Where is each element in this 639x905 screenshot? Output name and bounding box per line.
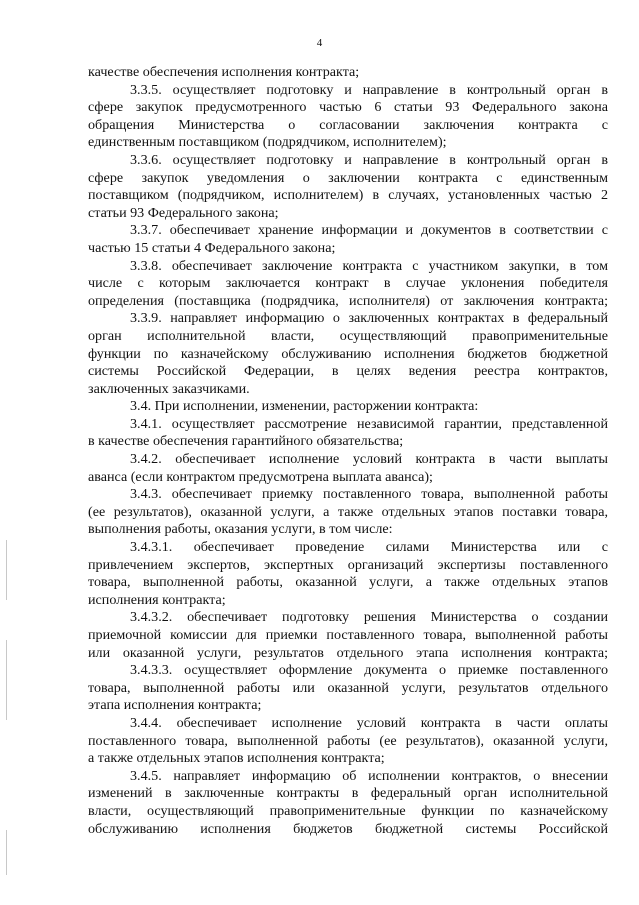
text-line: орган исполнительной власти, осуществляющий правоприменительные (88, 327, 608, 344)
text-line: выполнения работы, оказания услуги, в том числе: (88, 521, 393, 538)
text-line: поставленного товара, выполненной работы (ее результатов), оказанной услуги, (88, 732, 608, 749)
text-line: товара, выполненной работы или оказанной услуги, результатов отдельного (88, 679, 608, 696)
text-line: власти, осуществляющий правоприменительные функции по казначейскому (88, 802, 608, 819)
text-line: или оказанной услуги, результатов отдельного этапа исполнения контракта; (88, 644, 608, 661)
text-line: определения (поставщика (подрядчика, исполнителя) от заключения контракта; (88, 292, 608, 309)
text-line: (ее результатов), оказанной услуги, а также отдельных этапов поставки товара, (88, 503, 608, 520)
text-line: 3.3.9. направляет информацию о заключенных контрактах в федеральный (130, 310, 608, 327)
margin-scan-mark (6, 640, 7, 720)
text-line: 3.4.5. направляет информацию об исполнении контрактов, о внесении (130, 767, 608, 784)
text-line: а также отдельных этапов исполнения контракта; (88, 750, 385, 767)
text-line: 3.4.3. обеспечивает приемку поставленного товара, выполненной работы (130, 486, 608, 503)
text-line: системы Российской Федерации, в целях ведения реестра контрактов, (88, 363, 608, 380)
text-line: 3.4.3.2. обеспечивает подготовку решения Министерства о создании (130, 609, 608, 626)
text-line: товара, выполненной работы, оказанной услуги, а также отдельных этапов (88, 574, 608, 591)
text-line: приемочной комиссии для приемки поставленного товара, выполненной работы (88, 627, 608, 643)
text-line: 3.3.8. обеспечивает заключение контракта с участником закупки, в том (130, 257, 608, 274)
text-line: этапа исполнения контракта; (88, 697, 262, 714)
text-line: обслуживанию исполнения бюджетов бюджетной системы Российской (88, 820, 608, 837)
text-line: 3.4.1. осуществляет рассмотрение независимой гарантии, представленной (130, 415, 608, 432)
text-line: привлечением экспертов, экспертных организаций экспертизы поставленного (88, 556, 608, 573)
text-line: аванса (если контрактом предусмотрена выплата аванса); (88, 468, 433, 485)
text-line: 3.3.5. осуществляет подготовку и направление в контрольный орган в (130, 81, 608, 98)
text-line: в качестве обеспечения гарантийного обязательства; (88, 433, 404, 450)
text-line: изменений в заключенные контракты в федеральный орган исполнительной (88, 785, 608, 802)
margin-scan-mark (6, 830, 7, 875)
text-line: заключенных заказчиками. (88, 380, 250, 397)
page-number: 4 (316, 37, 323, 49)
text-line: 3.4.4. обеспечивает исполнение условий контракта в части оплаты (130, 714, 608, 731)
text-line: сфере закупок предусмотренного частью 6 статьи 93 Федерального закона (88, 99, 608, 116)
text-line: 3.3.6. осуществляет подготовку и направление в контрольный орган в (130, 151, 608, 168)
text-line: числе с которым заключается контракт в случае уклонения победителя (88, 275, 608, 292)
text-line: поставщиком (подрядчиком, исполнителем) в случаях, установленных частью 2 (88, 187, 608, 204)
text-line: статьи 93 Федерального закона; (88, 204, 279, 221)
text-line: сфере закупок уведомления о заключении контракта с единственным (88, 169, 608, 186)
text-line: 3.4. При исполнении, изменении, расторжении контракта: (130, 398, 479, 415)
text-line: 3.4.3.1. обеспечивает проведение силами Министерства или с (130, 539, 608, 556)
margin-scan-mark (6, 540, 7, 600)
text-line: функции по казначейскому обслуживанию исполнения бюджетов бюджетной (88, 345, 608, 362)
text-line: обращения Министерства о согласовании заключения контракта с (88, 116, 608, 133)
text-line: 3.3.7. обеспечивает хранение информации и документов в соответствии с (130, 222, 608, 239)
text-line: единственным поставщиком (подрядчиком, исполнителем); (88, 134, 447, 151)
text-line: 3.4.2. обеспечивает исполнение условий контракта в части выплаты (130, 451, 608, 468)
text-line: качестве обеспечения исполнения контракта; (88, 64, 360, 80)
text-line: 3.4.3.3. осуществляет оформление документа о приемке поставленного (130, 662, 608, 679)
document-body (88, 64, 608, 838)
text-line: частью 15 статьи 4 Федерального закона; (88, 239, 336, 256)
text-line: исполнения контракта; (88, 591, 226, 608)
